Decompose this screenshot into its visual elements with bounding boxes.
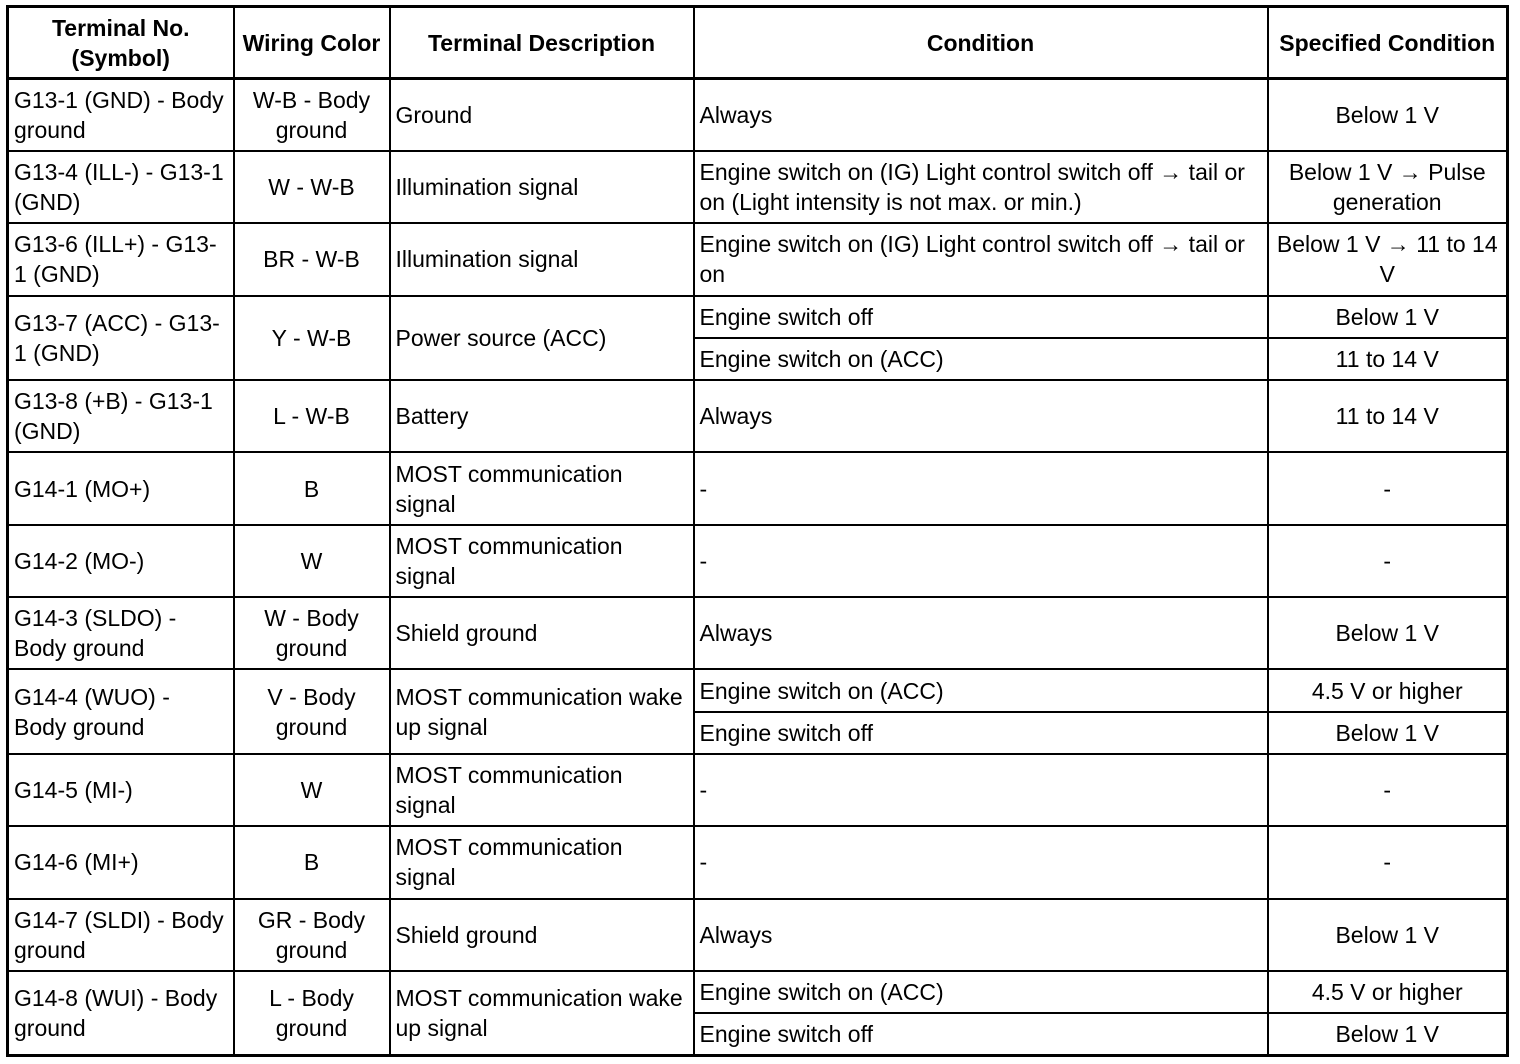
specified-cell: 11 to 14 V [1268, 380, 1508, 452]
table-row [8, 754, 1508, 826]
terminal-cell: G14-2 (MO-) [8, 525, 234, 597]
terminal-cell: G13-6 (ILL+) - G13-1 (GND) [8, 223, 234, 295]
terminal-cell: G14-4 (WUO) - Body ground [8, 669, 234, 753]
specified-cell: Below 1 V → 11 to 14 V [1268, 223, 1508, 295]
specified-cell: Below 1 V [1268, 1013, 1508, 1055]
wiring-color-cell: B [234, 826, 390, 898]
terminal-cell: G14-5 (MI-) [8, 754, 234, 826]
specified-cell: Below 1 V [1268, 597, 1508, 669]
description-cell: Ground [390, 79, 694, 151]
condition-cell: - [694, 452, 1268, 524]
description-cell: MOST communication wake up signal [390, 971, 694, 1056]
condition-cell: - [694, 826, 1268, 898]
condition-cell: Always [694, 79, 1268, 151]
table-row [8, 223, 1508, 295]
condition-cell: Engine switch on (ACC) [694, 669, 1268, 711]
specified-cell: 11 to 14 V [1268, 338, 1508, 380]
description-cell: MOST communication signal [390, 525, 694, 597]
description-cell: MOST communication wake up signal [390, 669, 694, 753]
header-terminal: Terminal No. (Symbol) [8, 7, 234, 79]
terminal-cell: G14-1 (MO+) [8, 452, 234, 524]
table-row [8, 296, 1508, 338]
terminal-cell: G13-8 (+B) - G13-1 (GND) [8, 380, 234, 452]
table-row [8, 525, 1508, 597]
wiring-color-cell: W - W-B [234, 151, 390, 223]
description-cell: Illumination signal [390, 223, 694, 295]
description-cell: MOST communication signal [390, 826, 694, 898]
description-cell: MOST communication signal [390, 754, 694, 826]
table-row [8, 452, 1508, 524]
specified-cell: Below 1 V [1268, 296, 1508, 338]
specified-cell: - [1268, 525, 1508, 597]
table-row [8, 899, 1508, 971]
wiring-color-cell: W [234, 754, 390, 826]
specified-cell: Below 1 V → Pulse generation [1268, 151, 1508, 223]
table-row [8, 79, 1508, 151]
condition-cell: Engine switch off [694, 712, 1268, 754]
header-description: Terminal Description [390, 7, 694, 79]
wiring-color-cell: GR - Body ground [234, 899, 390, 971]
condition-cell: Engine switch on (ACC) [694, 971, 1268, 1013]
condition-cell: - [694, 525, 1268, 597]
terminal-table [6, 5, 1509, 1057]
condition-cell: Engine switch on (IG) Light control switch off → tail or on [694, 223, 1268, 295]
condition-cell: Always [694, 597, 1268, 669]
wiring-color-cell: W - Body ground [234, 597, 390, 669]
specified-cell: 4.5 V or higher [1268, 669, 1508, 711]
table-row [8, 669, 1508, 711]
terminal-cell: G14-8 (WUI) - Body ground [8, 971, 234, 1056]
table-row [8, 971, 1508, 1013]
description-cell: MOST communication signal [390, 452, 694, 524]
wiring-color-cell: L - Body ground [234, 971, 390, 1056]
description-cell: Shield ground [390, 597, 694, 669]
specified-cell: - [1268, 826, 1508, 898]
condition-cell: Engine switch off [694, 1013, 1268, 1055]
terminal-cell: G14-6 (MI+) [8, 826, 234, 898]
specified-cell: Below 1 V [1268, 899, 1508, 971]
wiring-color-cell: Y - W-B [234, 296, 390, 380]
header-row [8, 7, 1508, 79]
table-row [8, 151, 1508, 223]
description-cell: Battery [390, 380, 694, 452]
terminal-cell: G14-7 (SLDI) - Body ground [8, 899, 234, 971]
description-cell: Shield ground [390, 899, 694, 971]
condition-cell: Always [694, 899, 1268, 971]
header-wiring-color: Wiring Color [234, 7, 390, 79]
terminal-cell: G13-1 (GND) - Body ground [8, 79, 234, 151]
wiring-color-cell: L - W-B [234, 380, 390, 452]
wiring-color-cell: W [234, 525, 390, 597]
condition-cell: Engine switch on (IG) Light control switch off → tail or on (Light intensity is not max. or min.) [694, 151, 1268, 223]
header-specified-condition: Specified Condition [1268, 7, 1508, 79]
specified-cell: - [1268, 754, 1508, 826]
specified-cell: Below 1 V [1268, 79, 1508, 151]
condition-cell: Always [694, 380, 1268, 452]
wiring-color-cell: BR - W-B [234, 223, 390, 295]
condition-cell: Engine switch on (ACC) [694, 338, 1268, 380]
terminal-cell: G14-3 (SLDO) - Body ground [8, 597, 234, 669]
wiring-color-cell: V - Body ground [234, 669, 390, 753]
terminal-cell: G13-4 (ILL-) - G13-1 (GND) [8, 151, 234, 223]
specified-cell: Below 1 V [1268, 712, 1508, 754]
description-cell: Illumination signal [390, 151, 694, 223]
wiring-color-cell: B [234, 452, 390, 524]
header-condition: Condition [694, 7, 1268, 79]
specified-cell: - [1268, 452, 1508, 524]
description-cell: Power source (ACC) [390, 296, 694, 380]
specified-cell: 4.5 V or higher [1268, 971, 1508, 1013]
wiring-color-cell: W-B - Body ground [234, 79, 390, 151]
table-row [8, 380, 1508, 452]
condition-cell: - [694, 754, 1268, 826]
condition-cell: Engine switch off [694, 296, 1268, 338]
table-row [8, 826, 1508, 898]
table-row [8, 597, 1508, 669]
terminal-cell: G13-7 (ACC) - G13-1 (GND) [8, 296, 234, 380]
